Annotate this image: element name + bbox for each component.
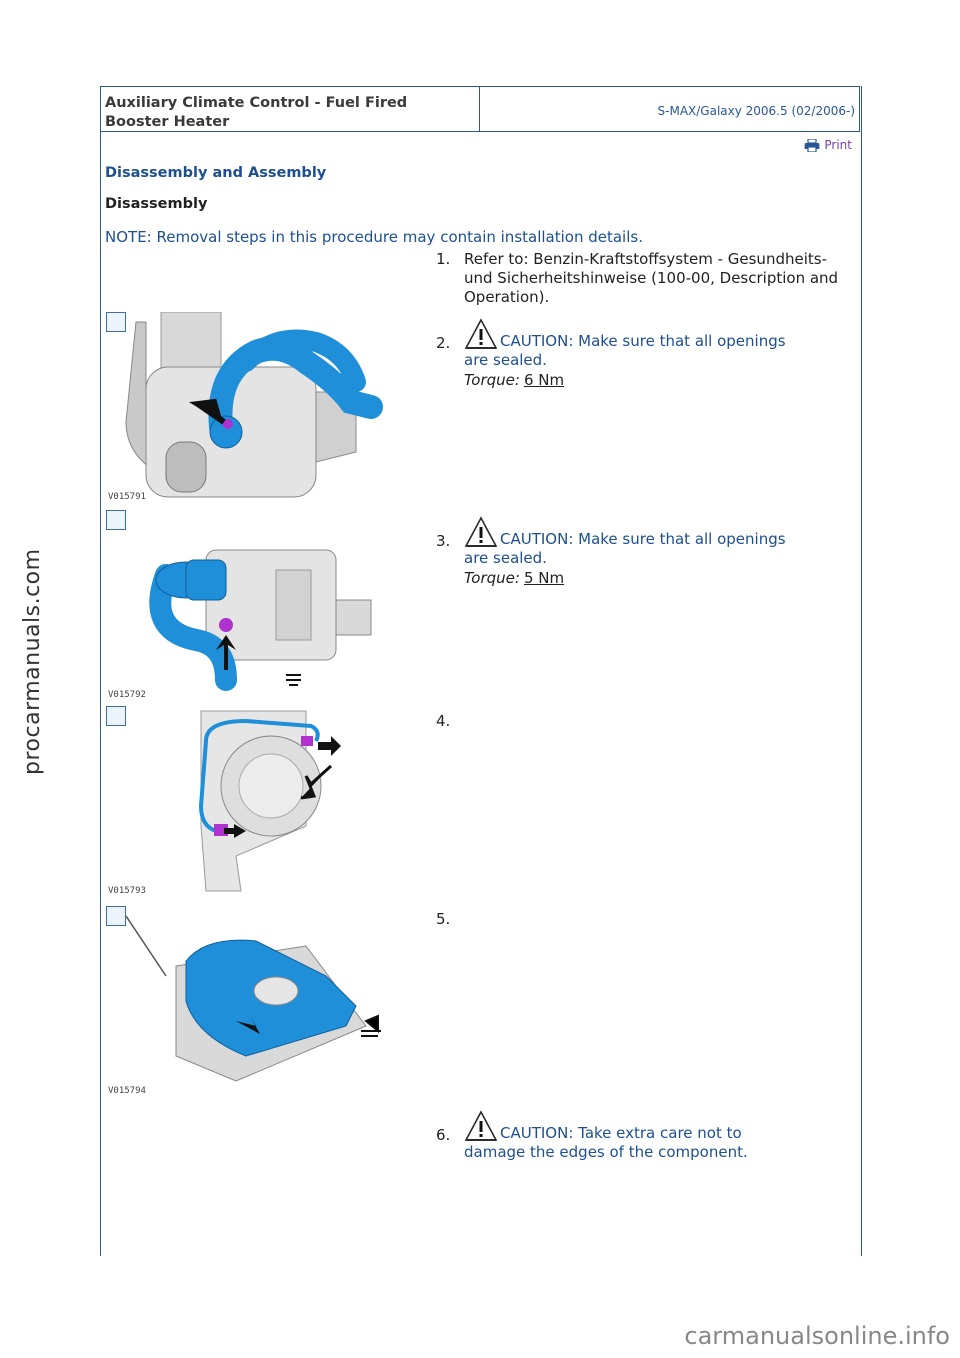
caution-line-1: CAUTION: Make sure that all openings (500, 530, 786, 548)
torque-value: 6 Nm (523, 371, 565, 389)
figure-id: V015792 (108, 690, 146, 700)
printer-icon (804, 139, 820, 152)
caution-text (464, 318, 856, 351)
caution-text (464, 516, 856, 549)
figure-v015791 (106, 312, 406, 502)
heater-hose-illustration (106, 510, 406, 700)
step-number: 5. (436, 910, 451, 928)
document-title (101, 87, 480, 131)
step-body (464, 318, 856, 390)
warning-icon (464, 1110, 498, 1142)
step-body (464, 516, 856, 588)
figure-v015792 (106, 510, 406, 700)
caution-text (464, 1110, 856, 1143)
wiring-illustration (106, 706, 406, 896)
zoom-icon[interactable] (106, 312, 126, 332)
side-watermark: procarmanuals.com (20, 548, 45, 775)
torque-label: Torque: (464, 371, 520, 389)
step-body (464, 1110, 856, 1162)
step-number: 3. (436, 532, 451, 550)
figure-v015793 (106, 706, 406, 896)
section-title: Disassembly and Assembly (105, 165, 327, 181)
figure-id: V015793 (108, 886, 146, 896)
print-button[interactable] (804, 138, 852, 152)
caution-line-1: CAUTION: Make sure that all openings (500, 332, 786, 350)
warning-icon (464, 318, 498, 350)
caution-line-1: CAUTION: Take extra care not to (500, 1124, 742, 1142)
torque-spec (464, 569, 856, 588)
figure-id: V015791 (108, 492, 146, 502)
zoom-icon[interactable] (106, 906, 126, 926)
title-line-2: Booster Heater (105, 114, 230, 130)
figure-id: V015794 (108, 1086, 146, 1096)
torque-label: Torque: (464, 569, 520, 587)
zoom-icon[interactable] (106, 706, 126, 726)
torque-spec (464, 371, 856, 390)
heater-hose-illustration (106, 312, 406, 502)
step-number: 4. (436, 712, 451, 730)
footer-watermark: carmanualsonline.info (684, 1322, 950, 1350)
subsection-title: Disassembly (105, 196, 208, 212)
caution-line-2: are sealed. (464, 549, 547, 567)
torque-value: 5 Nm (523, 569, 565, 587)
figure-v015794 (106, 906, 406, 1096)
title-line-1: Auxiliary Climate Control - Fuel Fired (105, 95, 408, 111)
step-number: 2. (436, 334, 451, 352)
step-number: 6. (436, 1126, 451, 1144)
page-header (100, 86, 860, 132)
heater-cover-illustration (106, 906, 406, 1096)
caution-line-2: are sealed. (464, 351, 547, 369)
warning-icon (464, 516, 498, 548)
step-number: 1. (436, 250, 451, 268)
zoom-icon[interactable] (106, 510, 126, 530)
print-label[interactable]: Print (824, 138, 852, 152)
model-label: S-MAX/Galaxy 2006.5 (02/2006-) (657, 104, 855, 118)
caution-line-2: damage the edges of the component. (464, 1143, 748, 1161)
step-text: Refer to: Benzin-Kraftstoffsystem - Gesundheits- und Sicherheitshinweise (100-00, Description and Operation). (464, 250, 839, 306)
note-text: NOTE: Removal steps in this procedure may contain installation details. (105, 228, 643, 246)
